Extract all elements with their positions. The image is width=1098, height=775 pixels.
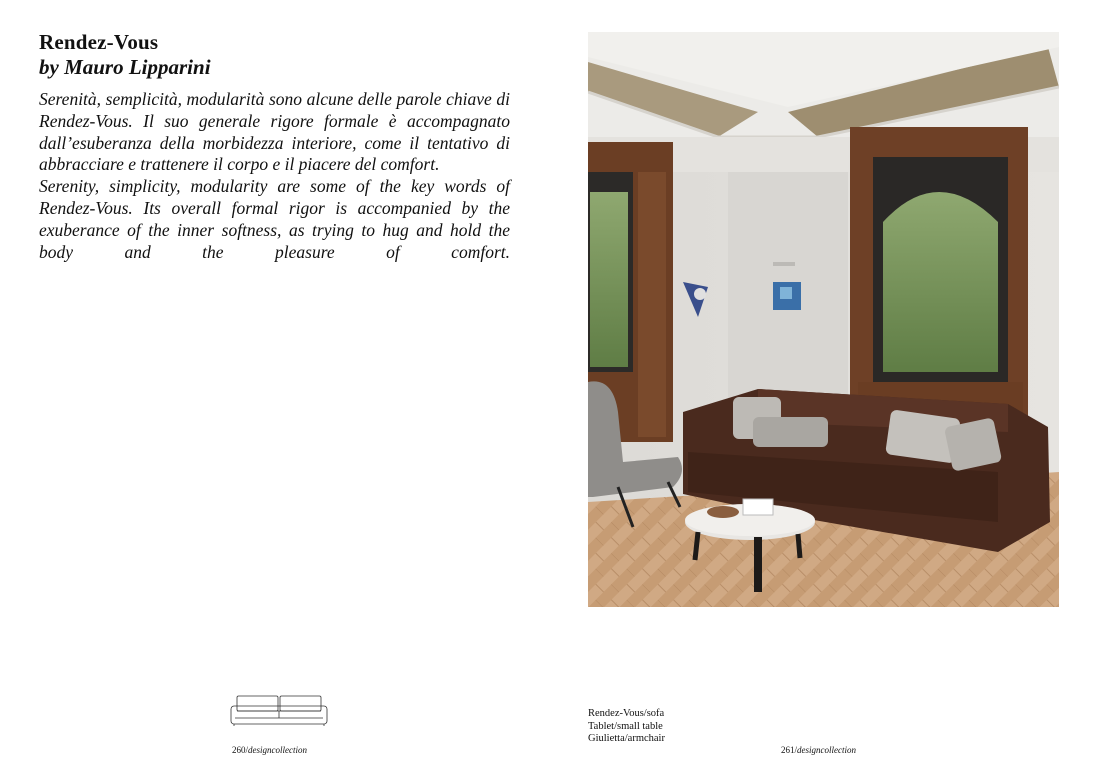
description-english: Serenity, simplicity, modularity are some of the key words of Rendez-Vous. Its overall formal rigor is accompanied by the exuberance of the inner softness, as trying to hug and hold the body and the pleasure of comfort. — [39, 176, 510, 262]
page-number-right-value: 261/ — [781, 745, 798, 755]
caption-line-table: Tablet/small table — [588, 720, 663, 732]
description-text — [39, 89, 510, 263]
right-page — [549, 0, 1098, 775]
caption-line-sofa: Rendez-Vous/sofa — [588, 708, 665, 719]
page-number-right-label: designcollection — [797, 745, 856, 755]
photo-caption — [588, 708, 665, 746]
caption-line-armchair: Giulietta/armchair — [588, 733, 665, 744]
page-number-right — [781, 745, 856, 755]
page-number-left — [232, 745, 307, 755]
living-room-illustration — [588, 32, 1059, 607]
page-number-left-label: designcollection — [248, 745, 307, 755]
description-italian: Serenità, semplicità, modularità sono alcune delle parole chiave di Rendez-Vous. Il suo generale rigore formale è accompagnato dall’esuberanza della morbidezza interiore, come il tentativo di abbracciare e trattenere il corpo e il piacere del comfort. — [39, 89, 510, 175]
sofa-outline-icon — [229, 694, 329, 728]
product-title: Rendez-Vous — [39, 30, 159, 54]
designer-subtitle: by Mauro Lipparini — [39, 55, 211, 79]
page-number-left-value: 260/ — [232, 745, 249, 755]
living-room-photo — [588, 32, 1059, 607]
